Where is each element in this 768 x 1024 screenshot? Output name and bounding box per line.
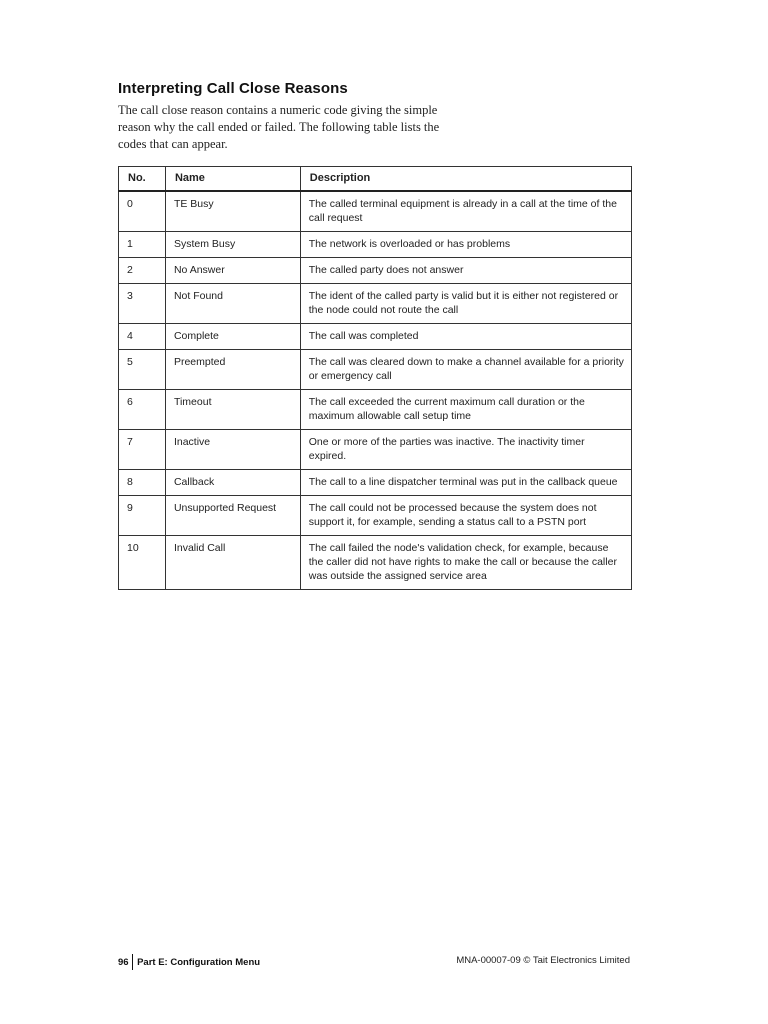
cell-no: 6 — [119, 390, 166, 430]
call-close-reasons-table — [118, 166, 632, 590]
cell-description: The call failed the node's validation check, for example, because the caller did not have rights to make the call or because the caller was outside the assigned service area — [300, 536, 631, 590]
cell-no: 4 — [119, 324, 166, 350]
cell-description: The called party does not answer — [300, 258, 631, 284]
table-row — [119, 350, 632, 390]
cell-description: The ident of the called party is valid but it is either not registered or the node could not route the call — [300, 284, 631, 324]
cell-no: 7 — [119, 430, 166, 470]
cell-name: Preempted — [165, 350, 300, 390]
footer-doc-id: MNA-00007-09 © Tait Electronics Limited — [456, 955, 630, 966]
cell-no: 0 — [119, 191, 166, 232]
cell-description: The network is overloaded or has problems — [300, 232, 631, 258]
cell-name: System Busy — [165, 232, 300, 258]
cell-no: 5 — [119, 350, 166, 390]
cell-name: Invalid Call — [165, 536, 300, 590]
cell-description: The call was completed — [300, 324, 631, 350]
column-header-description: Description — [300, 167, 631, 192]
page-footer-left — [118, 954, 260, 970]
cell-name: Inactive — [165, 430, 300, 470]
cell-name: Callback — [165, 470, 300, 496]
page-number: 96 — [118, 956, 129, 968]
table-row — [119, 390, 632, 430]
cell-description: The call was cleared down to make a channel available for a priority or emergency call — [300, 350, 631, 390]
cell-no: 1 — [119, 232, 166, 258]
cell-no: 8 — [119, 470, 166, 496]
cell-no: 2 — [119, 258, 166, 284]
table-row — [119, 496, 632, 536]
cell-description: The call to a line dispatcher terminal was put in the callback queue — [300, 470, 631, 496]
table-row — [119, 430, 632, 470]
table-header-row — [119, 167, 632, 192]
table-row — [119, 536, 632, 590]
table-row — [119, 232, 632, 258]
cell-no: 10 — [119, 536, 166, 590]
footer-part-title: Part E: Configuration Menu — [137, 956, 261, 968]
table-row — [119, 470, 632, 496]
cell-description: The call could not be processed because the system does not support it, for example, sending a status call to a PSTN port — [300, 496, 631, 536]
intro-paragraph: The call close reason contains a numeric code giving the simple reason why the call ended or failed. The following table lists the codes that can appear. — [118, 103, 440, 151]
cell-name: Timeout — [165, 390, 300, 430]
cell-description: The called terminal equipment is already in a call at the time of the call request — [300, 191, 631, 232]
cell-name: Unsupported Request — [165, 496, 300, 536]
section-title: Interpreting Call Close Reasons — [118, 80, 348, 97]
cell-name: TE Busy — [165, 191, 300, 232]
column-header-name: Name — [165, 167, 300, 192]
table-row — [119, 324, 632, 350]
cell-name: Not Found — [165, 284, 300, 324]
footer-separator — [132, 954, 134, 970]
cell-description: One or more of the parties was inactive. The inactivity timer expired. — [300, 430, 631, 470]
column-header-no: No. — [119, 167, 166, 192]
table-row — [119, 284, 632, 324]
cell-no: 3 — [119, 284, 166, 324]
table-row — [119, 191, 632, 232]
table-row — [119, 258, 632, 284]
cell-no: 9 — [119, 496, 166, 536]
cell-name: No Answer — [165, 258, 300, 284]
cell-name: Complete — [165, 324, 300, 350]
cell-description: The call exceeded the current maximum call duration or the maximum allowable call setup time — [300, 390, 631, 430]
